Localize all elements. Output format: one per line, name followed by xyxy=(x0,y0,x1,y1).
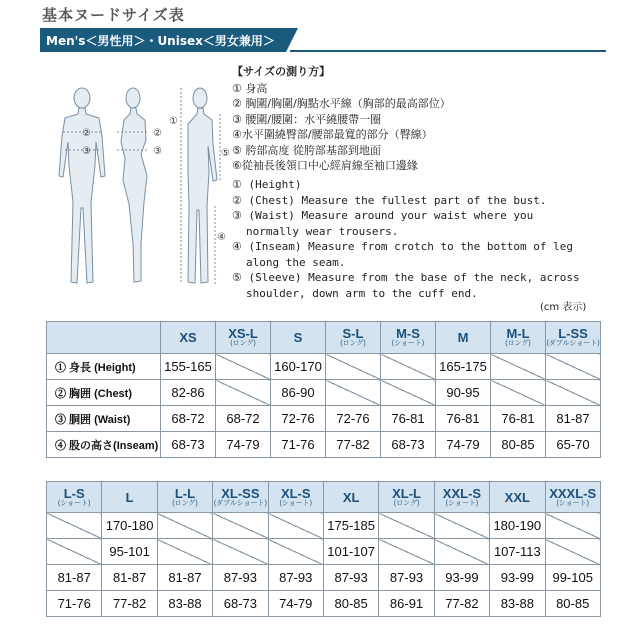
guide-item-jp: ① 身高 xyxy=(232,81,268,95)
size-value: 86-90 xyxy=(271,380,326,406)
marker-waist-side: ③ xyxy=(153,146,162,157)
side-figure xyxy=(121,88,147,282)
size-subtype: (ショート) xyxy=(279,499,313,507)
size-header xyxy=(271,322,326,354)
table-row xyxy=(47,539,601,565)
size-name: L-SS xyxy=(558,326,588,341)
size-header xyxy=(157,482,212,513)
size-header xyxy=(47,482,102,513)
size-value: 72-76 xyxy=(271,406,326,432)
unit-note: (cm 表示) xyxy=(540,302,587,313)
guide-item-jp: ② 胸圍/胸圍/胸點水平線（胸部的最高部位） xyxy=(232,97,451,110)
size-subtype: (ショート) xyxy=(556,499,589,507)
measurement-guide-en xyxy=(232,177,580,301)
empty-cell xyxy=(326,354,381,380)
table-row xyxy=(47,406,601,432)
size-value: 80-85 xyxy=(323,591,378,617)
sleeve-figure xyxy=(188,88,217,283)
empty-cell xyxy=(545,513,600,539)
guide-item-en: normally wear trousers. xyxy=(246,224,399,238)
size-value: 81-87 xyxy=(546,406,601,432)
guide-item-en: along the seam. xyxy=(246,255,346,269)
size-subtype: (ロング) xyxy=(505,340,531,347)
guide-item-en: ② (Chest) Measure the fullest part of the bust. xyxy=(232,193,547,207)
guide-item-en: shoulder, down arm to the cuff end. xyxy=(246,286,478,300)
size-name: XXL-S xyxy=(442,485,482,501)
empty-cell xyxy=(379,539,434,565)
size-table-2 xyxy=(46,481,601,617)
size-header xyxy=(102,482,157,513)
empty-cell xyxy=(546,380,601,406)
empty-cell xyxy=(434,539,489,565)
size-name: S-L xyxy=(342,326,364,341)
guide-item-en: ① (Height) xyxy=(232,178,302,191)
empty-cell xyxy=(326,380,381,406)
size-value: 101-107 xyxy=(323,539,378,565)
size-value: 65-70 xyxy=(546,432,601,458)
size-value: 71-76 xyxy=(271,432,326,458)
size-header xyxy=(268,482,323,513)
size-value: 68-73 xyxy=(213,591,268,617)
size-subtype: (ロング) xyxy=(340,340,366,347)
size-name: L xyxy=(125,489,134,505)
guide-item-en: ⑤ (Sleeve) Measure from the base of the neck, across xyxy=(232,271,580,284)
empty-cell xyxy=(546,354,601,380)
empty-cell xyxy=(213,513,268,539)
size-value: 170-180 xyxy=(102,513,157,539)
size-value: 83-88 xyxy=(157,591,212,617)
size-name: XL-SS xyxy=(221,485,260,501)
size-header xyxy=(326,322,381,354)
size-value: 81-87 xyxy=(157,565,212,591)
empty-cell xyxy=(491,380,546,406)
empty-cell xyxy=(157,513,212,539)
size-value: 87-93 xyxy=(213,565,268,591)
size-value: 81-87 xyxy=(102,565,157,591)
size-header xyxy=(490,482,545,513)
marker-waist-front: ③ xyxy=(82,146,91,157)
size-subtype: (ショート) xyxy=(57,499,91,507)
empty-cell xyxy=(268,539,323,565)
size-header xyxy=(545,482,600,513)
size-value: 155-165 xyxy=(161,354,216,380)
row-label: ① 身長 (Height) xyxy=(47,354,161,380)
size-value: 82-86 xyxy=(161,380,216,406)
size-name: L-S xyxy=(63,485,85,501)
header-row xyxy=(47,322,601,354)
size-value: 68-73 xyxy=(161,432,216,458)
table-row xyxy=(47,380,601,406)
size-subtype: (ロング) xyxy=(230,340,256,347)
empty-cell xyxy=(381,380,436,406)
size-subtype: (ロング) xyxy=(393,499,420,507)
size-value: 77-82 xyxy=(326,432,381,458)
empty-cell xyxy=(434,513,489,539)
size-value: 74-79 xyxy=(436,432,491,458)
table-row xyxy=(47,513,601,539)
page-title: 基本ヌードサイズ表 xyxy=(42,6,185,24)
size-header xyxy=(434,482,489,513)
size-value: 95-101 xyxy=(102,539,157,565)
empty-cell xyxy=(545,539,600,565)
row-label: ④ 股の高さ(Inseam) xyxy=(47,432,161,458)
empty-cell xyxy=(491,354,546,380)
empty-cell xyxy=(381,354,436,380)
size-subtype: (ダブルショート) xyxy=(213,499,267,507)
size-value: 83-88 xyxy=(490,591,545,617)
size-name: M xyxy=(457,330,469,345)
size-value: 107-113 xyxy=(490,539,545,565)
size-name: XS xyxy=(179,330,197,345)
empty-cell xyxy=(47,513,102,539)
size-value: 175-185 xyxy=(323,513,378,539)
size-value: 93-99 xyxy=(434,565,489,591)
marker-sleeve: ⑤ xyxy=(221,148,230,159)
empty-cell xyxy=(157,539,212,565)
size-header xyxy=(379,482,434,513)
size-value: 87-93 xyxy=(323,565,378,591)
guide-item-jp: ③ 腰圍/腰圍：水平繞腰帶一圈 xyxy=(232,112,382,126)
size-value: 76-81 xyxy=(436,406,491,432)
size-value: 68-73 xyxy=(381,432,436,458)
marker-chest-front: ② xyxy=(82,128,91,139)
size-value: 87-93 xyxy=(379,565,434,591)
table-row xyxy=(47,565,601,591)
size-value: 76-81 xyxy=(381,406,436,432)
marker-height: ① xyxy=(169,116,178,127)
guide-item-jp: ④水平圍繞臀部/腰部最寬的部分（臀線） xyxy=(232,128,433,141)
size-value: 74-79 xyxy=(268,591,323,617)
size-value: 165-175 xyxy=(436,354,491,380)
size-name: XXXL-S xyxy=(549,485,597,501)
body-measurement-figures xyxy=(55,84,235,289)
marker-inseam: ④ xyxy=(217,232,226,243)
size-subtype: (ショート) xyxy=(391,340,425,347)
size-value: 180-190 xyxy=(490,513,545,539)
size-name: M-S xyxy=(396,326,420,341)
empty-cell xyxy=(216,380,271,406)
guide-title: 【サイズの測り方】 xyxy=(232,65,331,78)
size-header xyxy=(491,322,546,354)
guide-item-en: ④ (Inseam) Measure from crotch to the bottom of leg xyxy=(232,240,573,253)
guide-item-jp: ⑥從袖長後領口中心經肩線至袖口邊緣 xyxy=(232,159,418,172)
banner-underline xyxy=(290,50,606,52)
size-value: 93-99 xyxy=(490,565,545,591)
empty-cell xyxy=(47,539,102,565)
size-header xyxy=(161,322,216,354)
size-name: L-L xyxy=(174,485,196,501)
size-header xyxy=(323,482,378,513)
guide-item-jp: ⑤ 胯部高度 從胯部基部到地面 xyxy=(232,143,381,157)
size-value: 80-85 xyxy=(545,591,600,617)
size-name: XXL xyxy=(504,489,530,505)
size-value: 99-105 xyxy=(545,565,600,591)
size-value: 71-76 xyxy=(47,591,102,617)
empty-cell xyxy=(213,539,268,565)
banner-label: Men's＜男性用＞・Unisex＜男女兼用＞ xyxy=(46,34,275,48)
size-value: 74-79 xyxy=(216,432,271,458)
size-value: 86-91 xyxy=(379,591,434,617)
size-value: 77-82 xyxy=(434,591,489,617)
size-name: XL-S xyxy=(280,485,311,501)
size-subtype: (ショート) xyxy=(445,499,479,507)
empty-cell xyxy=(216,354,271,380)
size-value: 90-95 xyxy=(436,380,491,406)
table-row xyxy=(47,432,601,458)
marker-chest-side: ② xyxy=(153,128,162,139)
size-header xyxy=(216,322,271,354)
size-value: 72-76 xyxy=(326,406,381,432)
size-value: 160-170 xyxy=(271,354,326,380)
table-corner xyxy=(47,322,161,354)
size-value: 76-81 xyxy=(491,406,546,432)
row-label: ③ 胴囲 (Waist) xyxy=(47,406,161,432)
size-value: 77-82 xyxy=(102,591,157,617)
size-name: XS-L xyxy=(228,326,258,341)
size-name: XL-L xyxy=(392,485,421,501)
measurement-guide-jp xyxy=(232,64,451,174)
category-banner xyxy=(40,28,606,52)
size-header xyxy=(213,482,268,513)
size-value: 68-72 xyxy=(161,406,216,432)
front-figure xyxy=(59,88,105,283)
table-row xyxy=(47,591,601,617)
size-header xyxy=(381,322,436,354)
size-subtype: (ダブルショート) xyxy=(546,340,600,347)
size-subtype: (ロング) xyxy=(172,499,198,507)
guide-item-en: ③ (Waist) Measure around your waist where you xyxy=(232,209,534,222)
size-value: 68-72 xyxy=(216,406,271,432)
size-value: 87-93 xyxy=(268,565,323,591)
size-value: 81-87 xyxy=(47,565,102,591)
empty-cell xyxy=(268,513,323,539)
size-name: S xyxy=(293,330,303,345)
size-name: XL xyxy=(342,489,360,505)
size-value: 80-85 xyxy=(491,432,546,458)
size-table-1 xyxy=(46,321,601,458)
size-header xyxy=(436,322,491,354)
header-row xyxy=(47,482,601,513)
empty-cell xyxy=(379,513,434,539)
table-row xyxy=(47,354,601,380)
size-header xyxy=(546,322,601,354)
row-label: ② 胸囲 (Chest) xyxy=(47,380,161,406)
size-name: M-L xyxy=(506,326,530,341)
